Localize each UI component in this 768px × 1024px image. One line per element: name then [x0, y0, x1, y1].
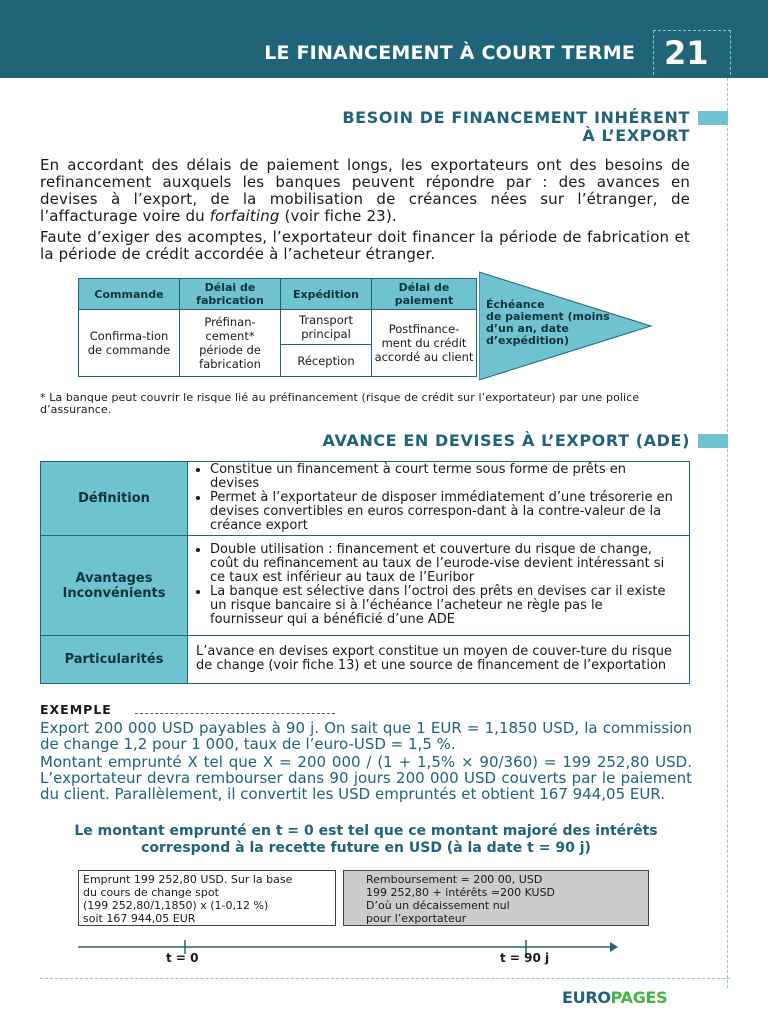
section2-marker	[698, 434, 728, 448]
flow-header-commande: Commande	[79, 279, 180, 310]
example-paragraph1: Export 200 000 USD payables à 90 j. On sait que 1 EUR = 1,1850 USD, la commission de change 1,2 pour 1 000, taux de l’euro-USD = 1,5 %.	[40, 719, 692, 753]
ade-label-particularites: Particularités	[41, 636, 188, 684]
deadline-title: Échéance	[486, 298, 545, 311]
chapter-title: LE FINANCEMENT À COURT TERME	[264, 42, 635, 64]
flow-header-expedition: Expédition	[281, 279, 372, 310]
logo-part-euro: EURO	[562, 988, 611, 1007]
flow-header-paiement: Délai de paiement	[372, 279, 477, 310]
loan-line-3: (199 252,80/1,1850) x (1-0,12 %)	[83, 899, 269, 912]
p1-text-a: En accordant des délais de paiement longs, les exportateurs ont des besoins de refinancement auxquels les banques peuvent répondre par : des avances en devises à l’export, de la mobilisation de créances nées sur l’étranger, de l’affacturage voire du	[40, 156, 690, 225]
deadline-label	[486, 299, 636, 347]
flow-cell-transport: Transport principal	[281, 310, 372, 345]
flow-cell-postfinancement: Postfinance-ment du crédit accordé au client	[372, 310, 477, 377]
repayment-line-2: 199 252,80 + intérêts =200 KUSD	[366, 886, 556, 899]
ade-definition-bullet-2: • Permet à l’exportateur de disposer immédiatement d’une trésorerie en devises convertibles en euros correspon-dant à la contre-valeur de la créance export	[210, 491, 679, 533]
loan-line-2: du cours de change spot	[83, 886, 219, 899]
margin-guide	[727, 78, 728, 988]
example-label: EXEMPLE	[40, 702, 112, 717]
page-number: 21	[664, 34, 709, 72]
example-text	[40, 720, 692, 804]
example-paragraph2: Montant emprunté X tel que X = 200 000 / (1 + 1,5% × 90/360) = 199 252,80 USD. L’exportateur devra rembourser dans 90 jours 200 000 USD couverts par le paiement du client. Parallèlement, il convertit les USD empruntés et obtient 167 944,05 EUR.	[40, 753, 692, 803]
example-conclusion: Le montant emprunté en t = 0 est tel que ce montant majoré des intérêts correspond à la recette future en USD (à la date t = 90 j)	[74, 823, 658, 856]
ade-label-definition: Définition	[41, 462, 188, 536]
p1-text-b: (voir fiche 23).	[279, 207, 397, 225]
section1-title-line1: BESOIN DE FINANCEMENT INHÉRENT	[342, 108, 690, 127]
footnote: * La banque peut couvrir le risque lié au préfinancement (risque de crédit sur l’exportateur) par une police d’assurance.	[40, 391, 640, 416]
section1-paragraph1	[40, 157, 690, 225]
ade-particularites-cell: L’avance en devises export constitue un moyen de couver-ture du risque de change (voir fiche 13) et une source de financement de l’exportation	[188, 636, 690, 684]
ade-avantages-bullet-1: • Double utilisation : financement et couverture du risque de change, coût du refinancement au taux de l’eurode-vise devient intéressant si ce taux est inférieur au taux de l’Euribor	[210, 543, 679, 585]
repayment-line-4: pour l’exportateur	[366, 912, 467, 925]
section1-body	[40, 157, 690, 267]
flow-cell-reception: Réception	[281, 345, 372, 377]
ade-definition-bullet-1: • Constitue un financement à court terme sous forme de prêts en devises	[210, 463, 679, 491]
flow-cell-confirmation: Confirma-tion de commande	[79, 310, 180, 377]
section1-marker	[698, 111, 728, 125]
time-label-t90: t = 90 j	[500, 951, 550, 965]
logo-part-pages: PAGES	[610, 988, 668, 1007]
repayment-line-3: D’où un décaissement nul	[366, 899, 510, 912]
p1-text-italic: forfaiting	[209, 207, 280, 225]
ade-label-avantages: Avantages Inconvénients	[41, 536, 188, 636]
section1-paragraph2: Faute d’exiger des acomptes, l’exportateur doit financer la période de fabrication et la période de crédit accordée à l’acheteur étranger.	[40, 228, 690, 263]
example-divider	[135, 713, 335, 714]
section1-title-line2: À L’EXPORT	[582, 126, 690, 145]
deadline-text: de paiement (moins d’un an, date d’expédition)	[486, 310, 610, 347]
repayment-box	[343, 870, 649, 926]
repayment-line-1: Remboursement = 200 00, USD	[366, 873, 543, 886]
export-timeline-table	[78, 278, 477, 377]
footer-divider	[40, 978, 730, 979]
europages-logo	[562, 988, 667, 1007]
time-label-t0: t = 0	[166, 951, 199, 965]
ade-avantages-cell	[188, 536, 690, 636]
loan-box	[78, 870, 336, 926]
flow-header-fabrication: Délai de fabrication	[180, 279, 281, 310]
flow-cell-prefinancement: Préfinan-cement* période de fabrication	[180, 310, 281, 377]
ade-definition-cell	[188, 462, 690, 536]
section2-title: AVANCE EN DEVISES À L’EXPORT (ADE)	[322, 431, 690, 450]
loan-line-1: Emprunt 199 252,80 USD. Sur la base	[83, 873, 293, 886]
loan-line-4: soit 167 944,05 EUR	[83, 912, 196, 925]
section1-title	[342, 109, 690, 145]
ade-table	[40, 461, 690, 684]
ade-avantages-bullet-2: • La banque est sélective dans l’octroi des prêts en devises car il existe un risque bancaire si à l’échéance l’acheteur ne règle pas le fournisseur qui a bénéficié d’une ADE	[210, 585, 679, 627]
